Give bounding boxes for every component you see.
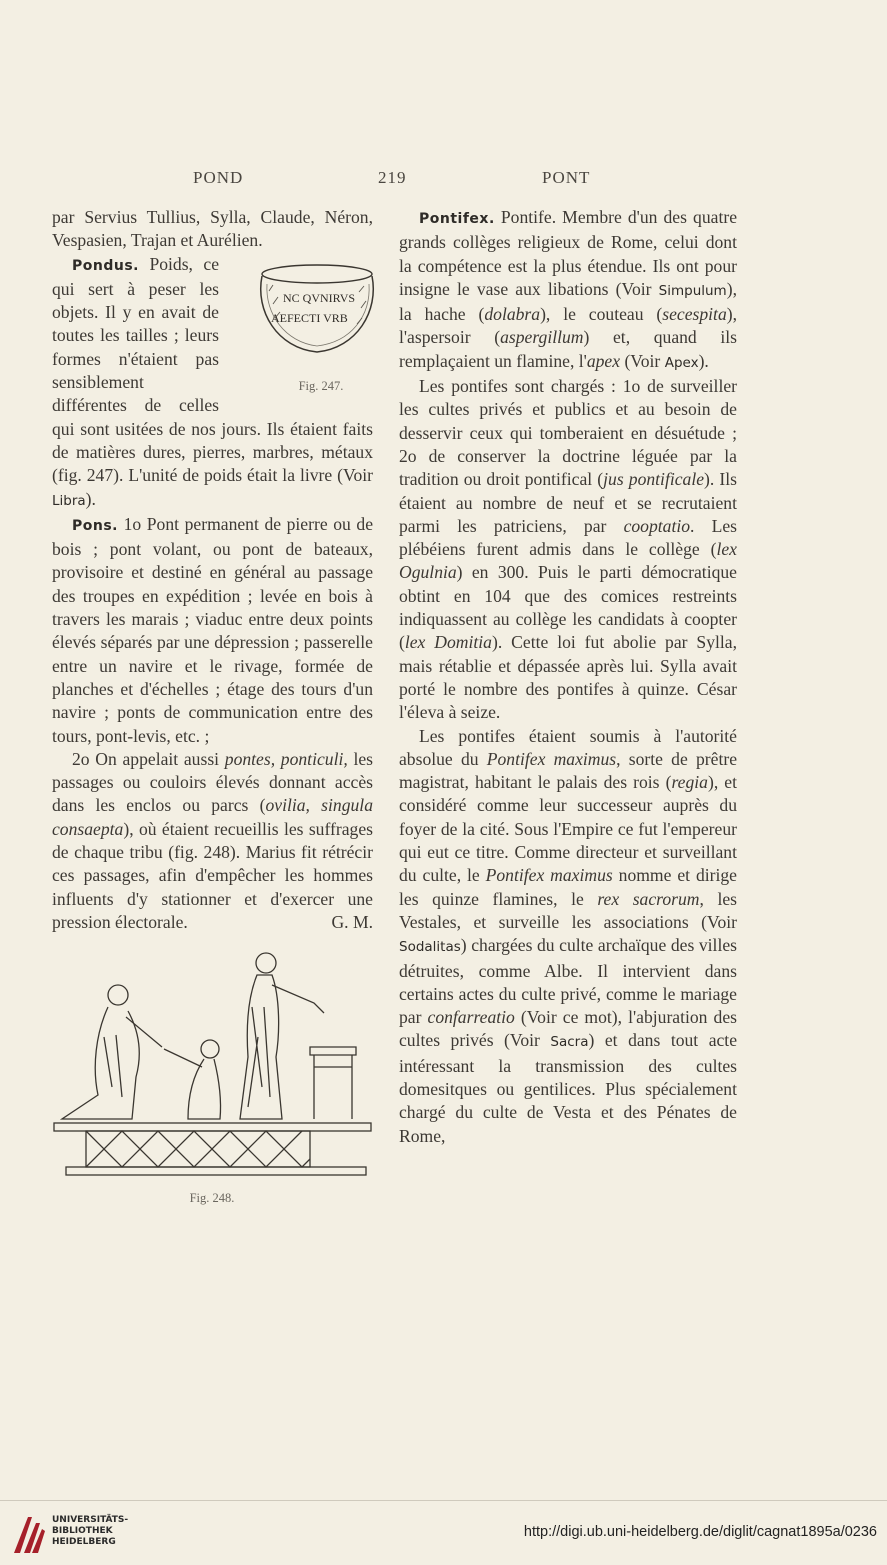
text: ), le couteau ( (540, 304, 663, 325)
fig247-caption: Fig. 247. (298, 378, 344, 393)
entry-pondus (52, 253, 373, 513)
figure-248 (52, 937, 373, 1226)
text: ), où étaient recueillis les suffrages de chaque tribu (fig. 248). Marius fit rétrécir ces passages, afin d'empêcher les hommes influents d'y stationner et d'exercer une pression électorale. (52, 818, 373, 932)
italic-term: regia (671, 772, 708, 793)
text: , les Vestales, et surveille les associations (Voir (399, 888, 737, 932)
text: 2o On appelait aussi (72, 748, 220, 769)
text: Les pontifes étaient soumis à l'autorité absolue du (399, 725, 737, 769)
headword-pondus: Pondus. (72, 257, 139, 274)
text: , sorte de prêtre magistrat, habitant le palais des rois ( (399, 748, 737, 793)
entry-pons (52, 513, 373, 748)
running-header (0, 168, 887, 192)
italic-term: confarreatio (427, 1007, 515, 1028)
italic-term: Pontifex maximus (486, 748, 617, 769)
library-line: HEIDELBERG (52, 1537, 116, 1547)
weight-illustration (247, 256, 397, 397)
pons-sense-1: 1o Pont permanent de pierre ou de bois ; pont volant, ou pont de bateaux, provisoire et destiné en général au passage des troupes en expédition ; levée en bois à travers les marais ; viaduc entre deux points élevés séparés par une dépression ; passerelle entre un navire et le rivage, formée de planches et d'échelles ; étage des tours d'un navire ; ponts de communication entre des tours, pont-levis, etc. ; (52, 513, 374, 746)
voting-passage-illustration (52, 937, 373, 1226)
italic-term: lex Domitia (404, 632, 492, 653)
text: (Voir (624, 350, 661, 371)
library-line: BIBLIOTHEK (52, 1526, 113, 1536)
text: Pontife. Membre d'un des quatre grands collèges religieux de Rome, celui dont la compétence est la plus étendue. Ils ont pour insigne le vase aux libations (Voir (399, 207, 738, 299)
italic-term: cooptatio (623, 515, 691, 536)
headword-pontifex: Pontifex. (419, 211, 495, 227)
page-number: 219 (378, 168, 407, 187)
text: ). Cette loi fut abolie par Sylla, mais rétablie et dépassée après lui. Sylla avait porté le nombre des pontifes à quinze. César l'éleva à seize. (399, 632, 738, 723)
italic-term: secespita (662, 304, 727, 325)
text: ), et considéré comme leur successeur auprès du foyer de la cité. Sous l'Empire ce fut l'empereur qui eut ce titre. Comme directeur et surveillant du culte, le (399, 772, 738, 886)
right-column (399, 206, 737, 1148)
entry-pontifex (399, 206, 737, 375)
text: les passages ou couloirs élevés donnant accès dans les enclos ou parcs ( (52, 748, 373, 816)
ref-sodalitas: Sodalitas (399, 939, 461, 956)
pondus-text: Poids, ce qui sert à peser les objets. Il y en avait de toutes les tailles ; leurs formes n'étaient pas sensiblement différentes de celles qui sont usitées de nos jours. Ils étaient faits de matières dures, pierres, marbres, métaux (fig. 247). L'unité de poids était la livre (Voir (52, 253, 373, 486)
paragraph-continuation: par Servius Tullius, Sylla, Claude, Néron, Vespasien, Trajan et Aurélien. (52, 207, 373, 251)
fig248-caption: Fig. 248. (189, 1191, 235, 1206)
headword-pons: Pons. (72, 517, 118, 534)
library-logo-icon (10, 1513, 48, 1557)
ref-sacra: Sacra (550, 1034, 589, 1051)
text: Les pontifes sont chargés : 1o de surveiller les cultes privés et publics et au besoin de desservir ceux qui tomberaient en désuétude ; 2o de conserver la doctrine léguée par la tradition ou droit pontifical ( (399, 376, 737, 490)
text: ), la hache ( (399, 278, 737, 325)
italic-term: lex Ogulnia (399, 539, 737, 583)
italic-term: Pontifex maximus (485, 865, 613, 886)
paragraph-maximus (399, 725, 737, 1148)
italic-term: aspergillum (500, 327, 584, 348)
text: ) en 300. Puis le parti démocratique obtint en 104 que des comices restreints indiquassent au collège les candidats à coopter ( (399, 562, 737, 653)
pons-sense-2 (52, 748, 373, 934)
footer-divider (0, 1500, 887, 1501)
header-left: POND (193, 168, 244, 187)
text: ). Ils étaient au nombre de neuf et se recrutaient parmi les patriciens, par (399, 469, 737, 536)
left-column (52, 206, 373, 1228)
library-line: UNIVERSITÄTS- (52, 1515, 129, 1525)
text: . Les plébéiens furent admis dans le collège ( (399, 515, 738, 560)
text: nomme et dirige les quinze flamines, le (399, 865, 737, 909)
text: ), l'aspersoir ( (399, 304, 738, 348)
italic-term: jus pontificale (603, 469, 705, 490)
inscription-line-1: NC QVNIRVS (283, 290, 356, 305)
inscription-line-2: AEFECTI VRB (271, 310, 348, 325)
punct: ). (85, 488, 96, 509)
text: ). (698, 350, 709, 371)
ref-libra: Libra (52, 492, 86, 509)
text: (Voir ce mot), l'abjuration des cultes privés (Voir (399, 1007, 737, 1051)
italic-term: apex (586, 350, 621, 371)
source-url-link[interactable]: http://digi.ub.uni-heidelberg.de/diglit/cagnat1895a/0236 (523, 1524, 877, 1540)
italic-term: pontes, ponticuli, (224, 748, 348, 769)
italic-term: ovilia, singula consaepta (52, 795, 373, 839)
author-signature: G. M. (331, 911, 373, 932)
italic-term: rex sacrorum (597, 888, 700, 909)
figure-247 (227, 256, 377, 397)
ref-apex: Apex (664, 354, 699, 371)
library-name (52, 1515, 128, 1548)
ref-simpulum: Simpulum (658, 282, 727, 299)
text: ) chargées du culte archaïque des villes détruites, comme Albe. Il intervient dans certains actes du culte privé, comme le mariage par (399, 935, 737, 1028)
italic-term: dolabra (484, 304, 541, 325)
text: ) et, quand ils remplaçaient un flamine, l' (399, 327, 737, 371)
header-right: PONT (542, 168, 591, 187)
paragraph-duties (399, 375, 737, 724)
text: ) et dans tout acte intéressant la transmission des cultes domesitques ou gentilices. Plus spécialement chargé du culte de Vesta et des Pénates de Rome, (399, 1030, 738, 1146)
